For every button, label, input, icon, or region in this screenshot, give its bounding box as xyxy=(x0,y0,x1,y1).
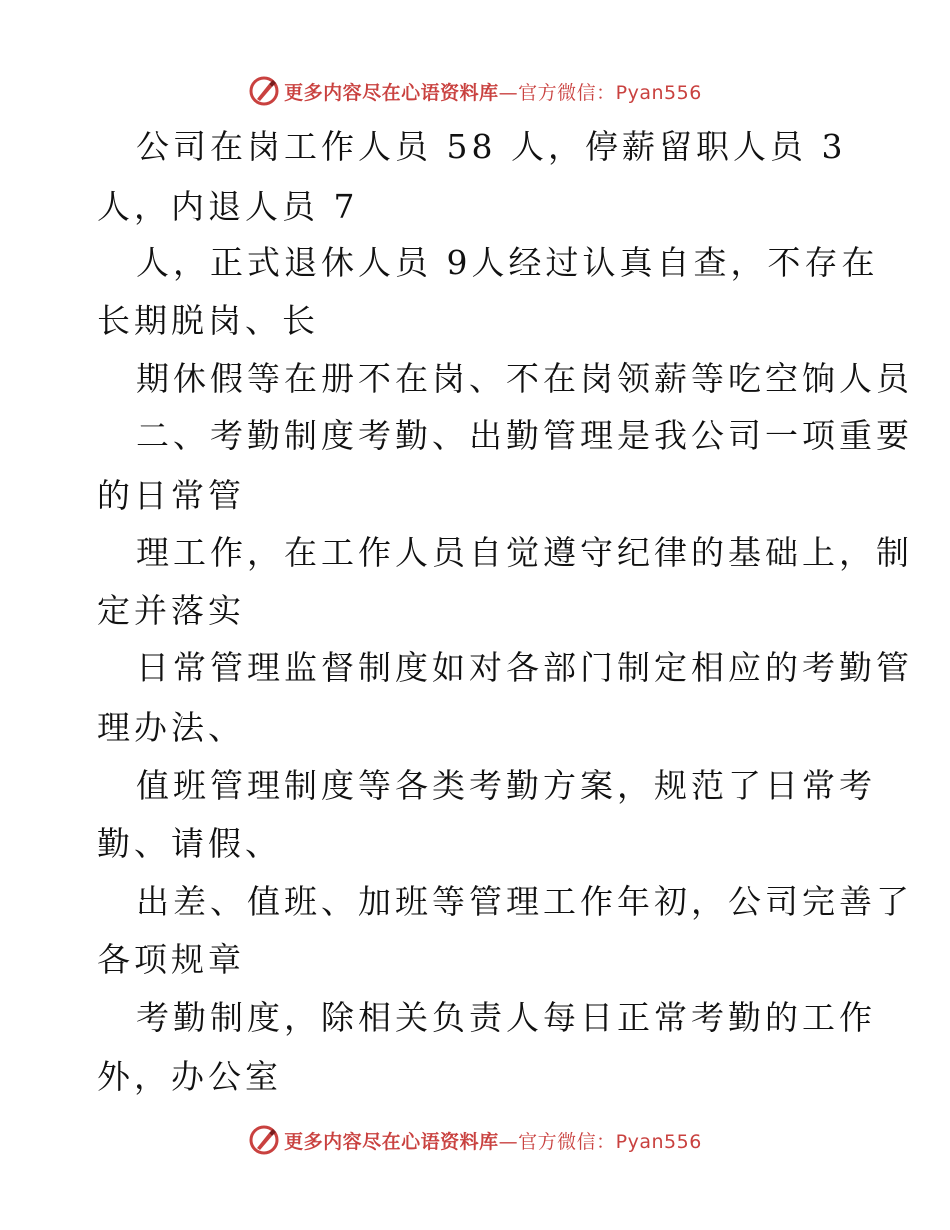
banner-separator: — xyxy=(498,81,519,104)
text-line: 理工作，在工作人员自觉遵守纪律的基础上，制 xyxy=(136,533,913,572)
banner-separator: — xyxy=(498,1130,519,1153)
text-line: 勤、请假、 xyxy=(97,824,282,863)
text-line: 考勤制度，除相关负责人每日正常考勤的工作 xyxy=(136,998,876,1037)
footer-banner xyxy=(0,1120,950,1160)
text-line: 日常管理监督制度如对各部门制定相应的考勤管 xyxy=(136,648,913,687)
text-line: 出差、值班、加班等管理工作年初，公司完善了 xyxy=(136,882,913,921)
banner-wechat-text: 官方微信：Pyan556 xyxy=(518,81,702,104)
banner-text xyxy=(284,1127,702,1154)
text-line: 各项规章 xyxy=(97,940,245,979)
text-line: 定并落实 xyxy=(97,591,245,630)
text-line: 人，正式退休人员 9人经过认真自查，不存在 xyxy=(136,243,879,282)
banner-wechat-text: 官方微信：Pyan556 xyxy=(518,1130,702,1153)
text-line: 值班管理制度等各类考勤方案，规范了日常考 xyxy=(136,766,876,805)
pen-logo-icon xyxy=(248,1124,280,1156)
text-line: 的日常管 xyxy=(97,476,245,515)
banner-main-text: 更多内容尽在心语资料库 xyxy=(284,81,499,104)
text-line: 理办法、 xyxy=(97,708,245,747)
text-line: 二、考勤制度考勤、出勤管理是我公司一项重要 xyxy=(136,416,913,455)
text-line: 外，办公室 xyxy=(97,1057,282,1096)
text-line: 公司在岗工作人员 58 人，停薪留职人员 3 xyxy=(136,127,847,166)
banner-main-text: 更多内容尽在心语资料库 xyxy=(284,1130,499,1153)
text-line: 期休假等在册不在岗、不在岗领薪等吃空饷人员 xyxy=(136,359,913,398)
text-line: 长期脱岗、长 xyxy=(97,301,319,340)
text-line: 人，内退人员 7 xyxy=(97,187,359,226)
